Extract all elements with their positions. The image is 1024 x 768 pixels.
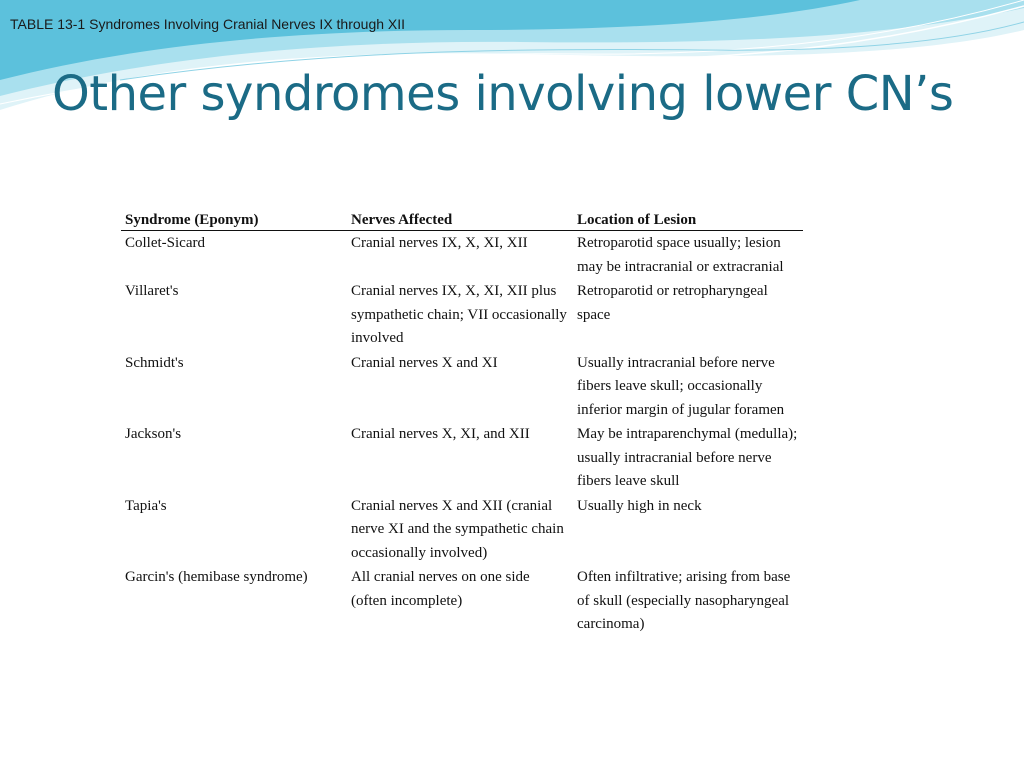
- table-row: [121, 279, 803, 351]
- cell-syndrome: Tapia's: [125, 497, 167, 514]
- cell-nerves: Cranial nerves X and XI: [351, 354, 498, 371]
- header-nerves-affected: Nerves Affected: [347, 208, 573, 231]
- cell-location: Often infiltrative; arising from base of skull (especially nasopharyngeal carcinoma): [577, 569, 791, 632]
- table-row: [121, 231, 803, 280]
- cell-syndrome: Jackson's: [125, 426, 182, 442]
- table-row: [121, 494, 803, 566]
- cell-location: May be intraparenchymal (medulla); usually intracranial before nerve fibers leave skull: [577, 426, 798, 489]
- syndromes-table: [121, 208, 803, 637]
- cell-location: Retroparotid space usually; lesion may be intracranial or extracranial: [577, 235, 784, 275]
- header-syndrome: Syndrome (Eponym): [121, 208, 347, 231]
- table-row: [121, 422, 803, 494]
- cell-syndrome: Schmidt's: [125, 354, 184, 371]
- cell-syndrome: Collet-Sicard: [125, 235, 205, 251]
- cell-nerves: Cranial nerves X and XII (cranial nerve XI and the sympathetic chain occasionally involved): [351, 497, 564, 561]
- table-header-row: [121, 208, 803, 231]
- cell-nerves: Cranial nerves X, XI, and XII: [351, 426, 530, 442]
- table-caption: TABLE 13-1 Syndromes Involving Cranial Nerves IX through XII: [10, 16, 406, 32]
- table-row: [121, 565, 803, 637]
- cell-location: Usually high in neck: [577, 497, 702, 514]
- table-row: [121, 351, 803, 423]
- cell-syndrome: Villaret's: [125, 283, 179, 299]
- cell-location: Retroparotid or retropharyngeal space: [577, 283, 768, 323]
- cell-location: Usually intracranial before nerve fibers leave skull; occasionally inferior margin of jugular foramen: [577, 354, 785, 418]
- slide-title: Other syndromes involving lower CN’s: [52, 66, 954, 122]
- cell-nerves: Cranial nerves IX, X, XI, XII plus sympathetic chain; VII occasionally involved: [351, 283, 567, 346]
- cell-syndrome: Garcin's (hemibase syndrome): [125, 569, 308, 585]
- cell-nerves: Cranial nerves IX, X, XI, XII: [351, 235, 528, 251]
- cell-nerves: All cranial nerves on one side (often incomplete): [351, 569, 530, 609]
- header-location-of-lesion: Location of Lesion: [573, 208, 803, 231]
